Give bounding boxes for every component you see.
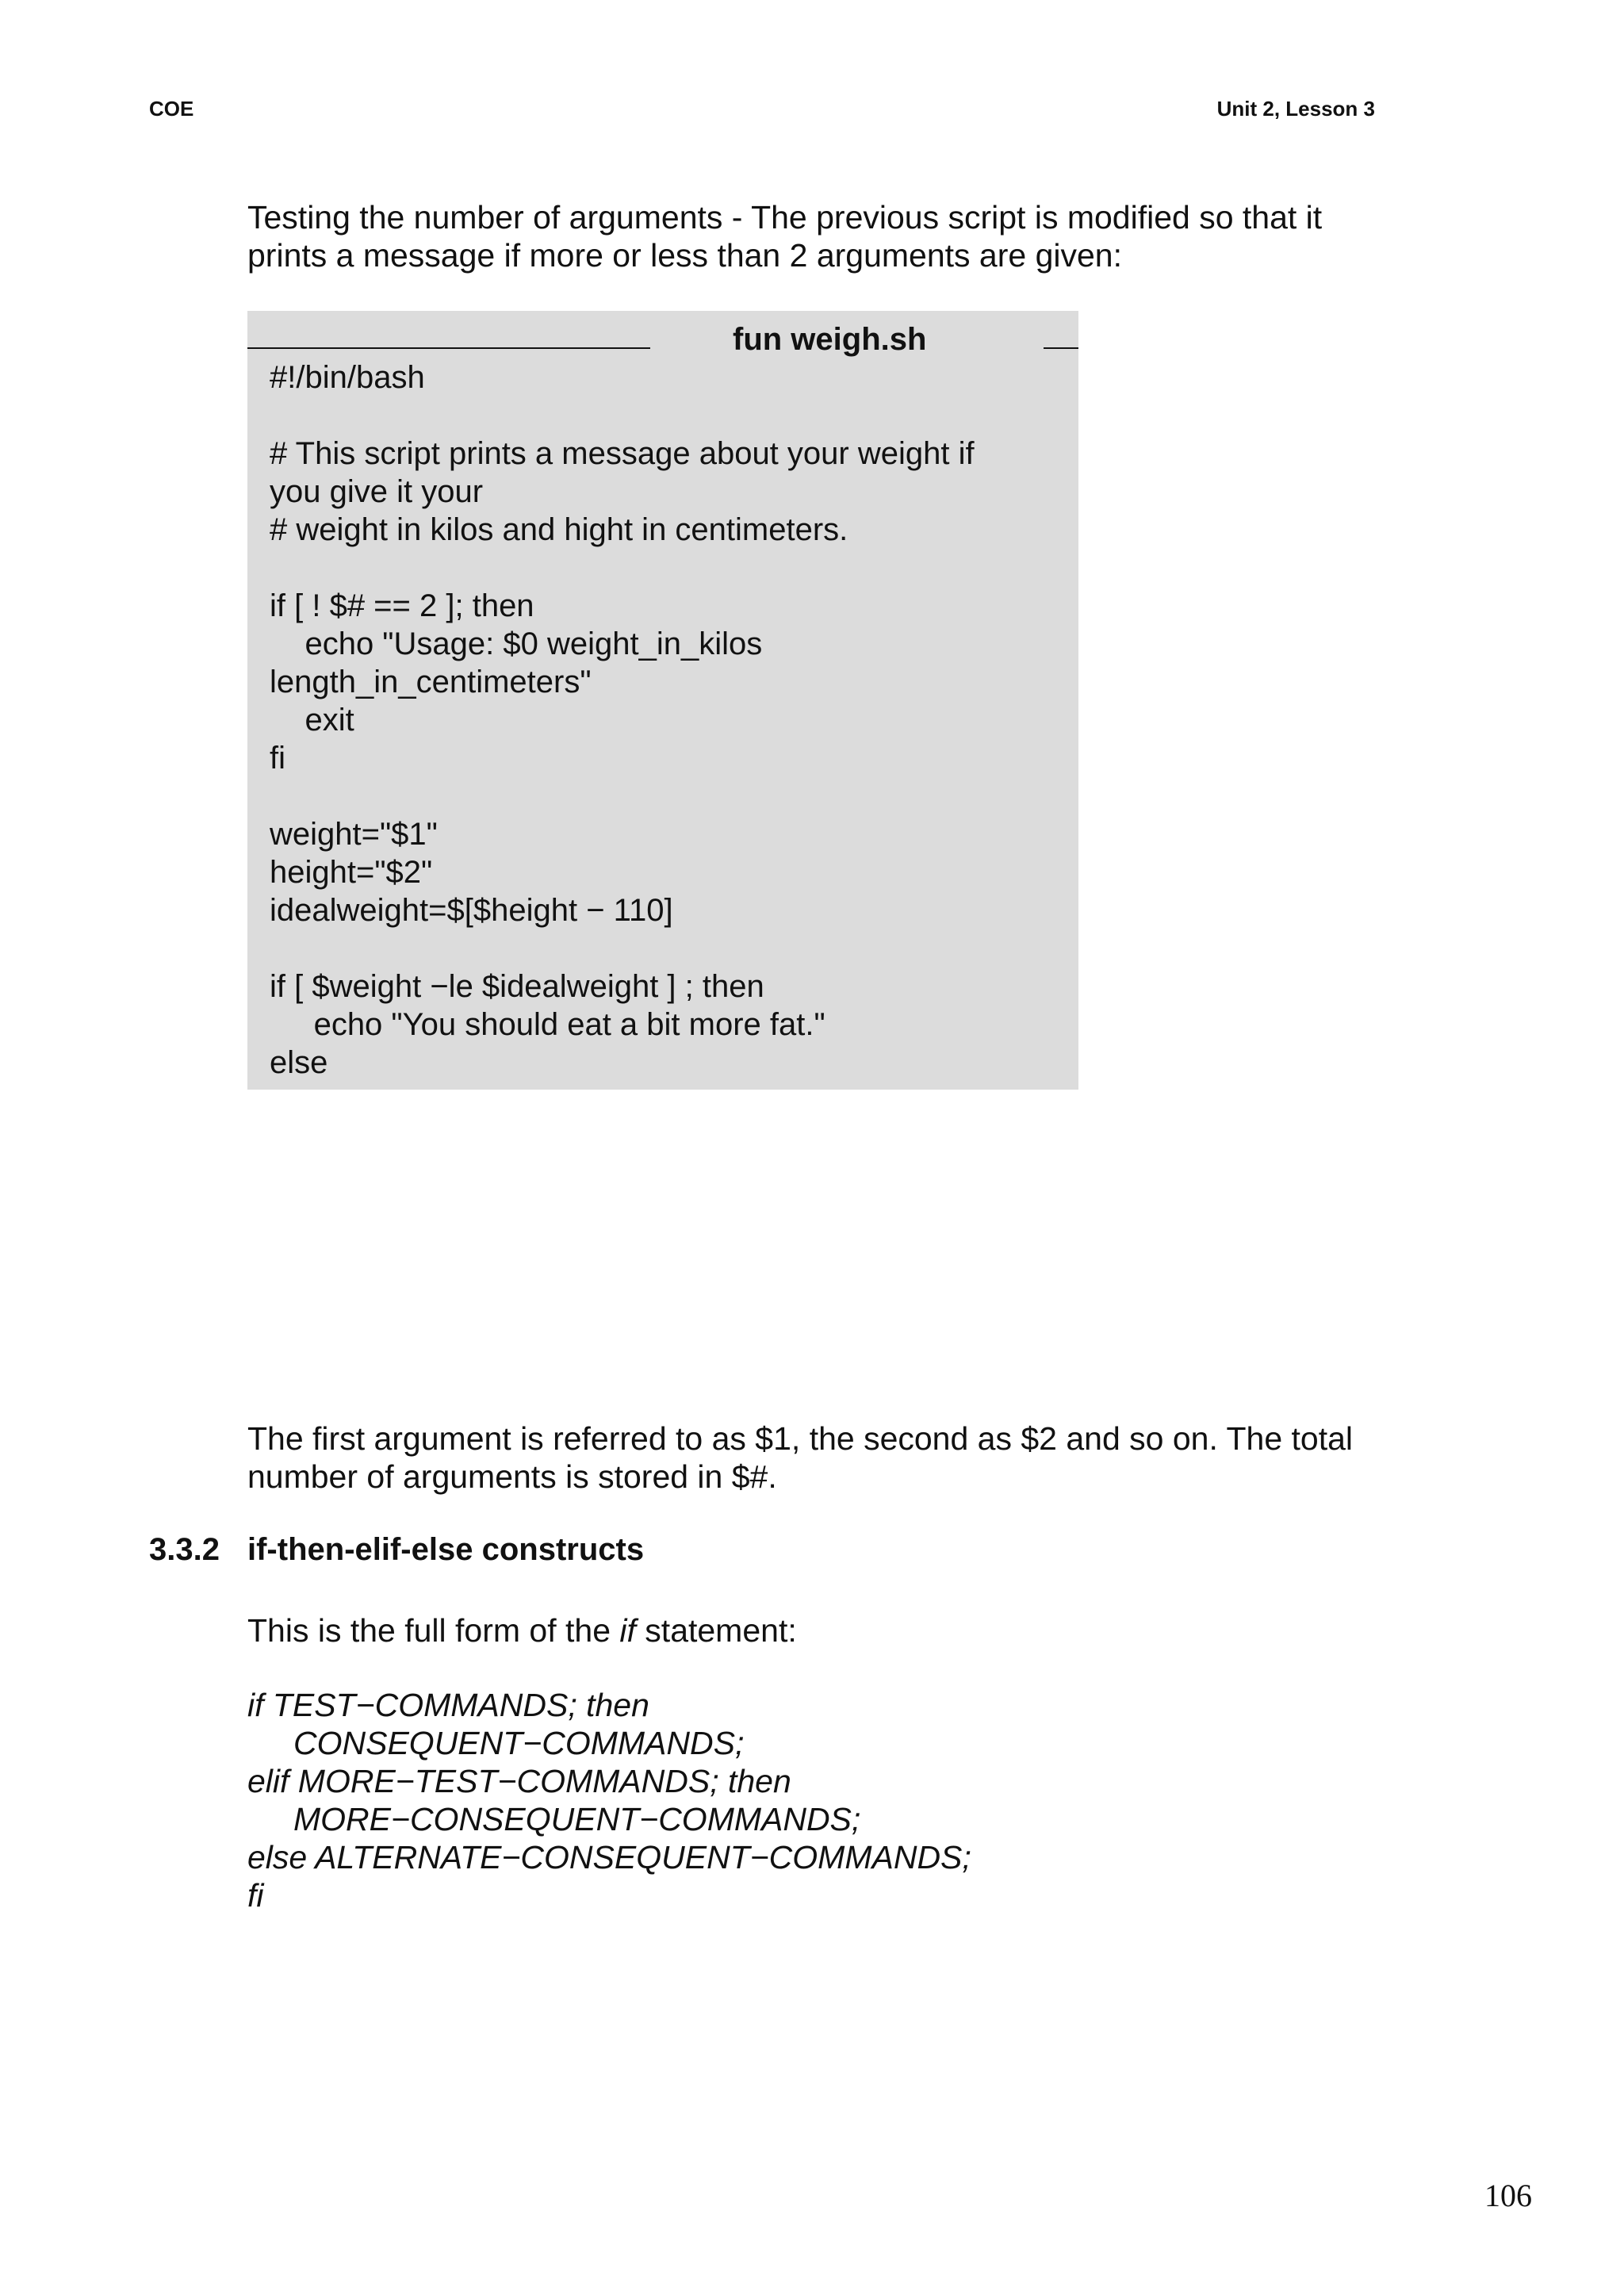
code-line: #!/bin/bash [270, 360, 425, 395]
code-listing-box [247, 311, 1078, 1090]
syntax-line: elif MORE−TEST−COMMANDS; then [247, 1763, 791, 1799]
code-line: if [ $weight −le $idealweight ] ; then [270, 969, 764, 1004]
code-line: # weight in kilos and hight in centimeters. [270, 512, 848, 547]
section-title: if-then-elif-else constructs [247, 1532, 645, 1567]
code-line: else [270, 1045, 328, 1080]
code-line: idealweight=$[$height − 110] [270, 893, 673, 928]
code-line: height="$2" [270, 855, 433, 890]
intro-paragraph: Testing the number of arguments - The previous script is modified so that it prints a message if more or less than 2 arguments are given: [247, 199, 1323, 274]
title-rule-right [1044, 347, 1078, 349]
full-form-paragraph [247, 1611, 797, 1649]
running-header-left: COE [149, 97, 194, 121]
code-listing-body [270, 358, 1063, 1082]
code-line: length_in_centimeters" [270, 665, 592, 699]
section-number: 3.3.2 [149, 1532, 220, 1567]
syntax-line: if TEST−COMMANDS; then [247, 1687, 649, 1723]
title-rule-left [247, 347, 650, 349]
full-form-emphasis: if [619, 1612, 636, 1649]
code-line: echo "You should eat a bit more fat." [270, 1007, 825, 1042]
code-line: # This script prints a message about your weight if [270, 436, 975, 471]
syntax-line: CONSEQUENT−COMMANDS; [293, 1725, 745, 1761]
code-line: fi [270, 741, 285, 776]
full-form-text-after: statement: [635, 1612, 797, 1649]
syntax-line: else ALTERNATE−CONSEQUENT−COMMANDS; [247, 1839, 971, 1875]
syntax-line: MORE−CONSEQUENT−COMMANDS; [293, 1801, 861, 1837]
code-line: echo "Usage: $0 weight_in_kilos [270, 626, 763, 661]
if-syntax-block [247, 1686, 971, 1914]
code-line: weight="$1" [270, 817, 438, 852]
running-header-right: Unit 2, Lesson 3 [1216, 97, 1375, 121]
syntax-line: fi [247, 1877, 264, 1914]
code-line: you give it your [270, 474, 484, 509]
code-listing-title: fun weigh.sh [733, 322, 927, 357]
full-form-text-before: This is the full form of the [247, 1612, 620, 1649]
code-line: exit [270, 703, 354, 738]
page-number: 106 [1484, 2178, 1532, 2213]
code-line: if [ ! $# == 2 ]; then [270, 588, 534, 623]
arguments-paragraph: The first argument is referred to as $1, the second as $2 and so on. The total number of arguments is stored in $#. [247, 1420, 1354, 1495]
